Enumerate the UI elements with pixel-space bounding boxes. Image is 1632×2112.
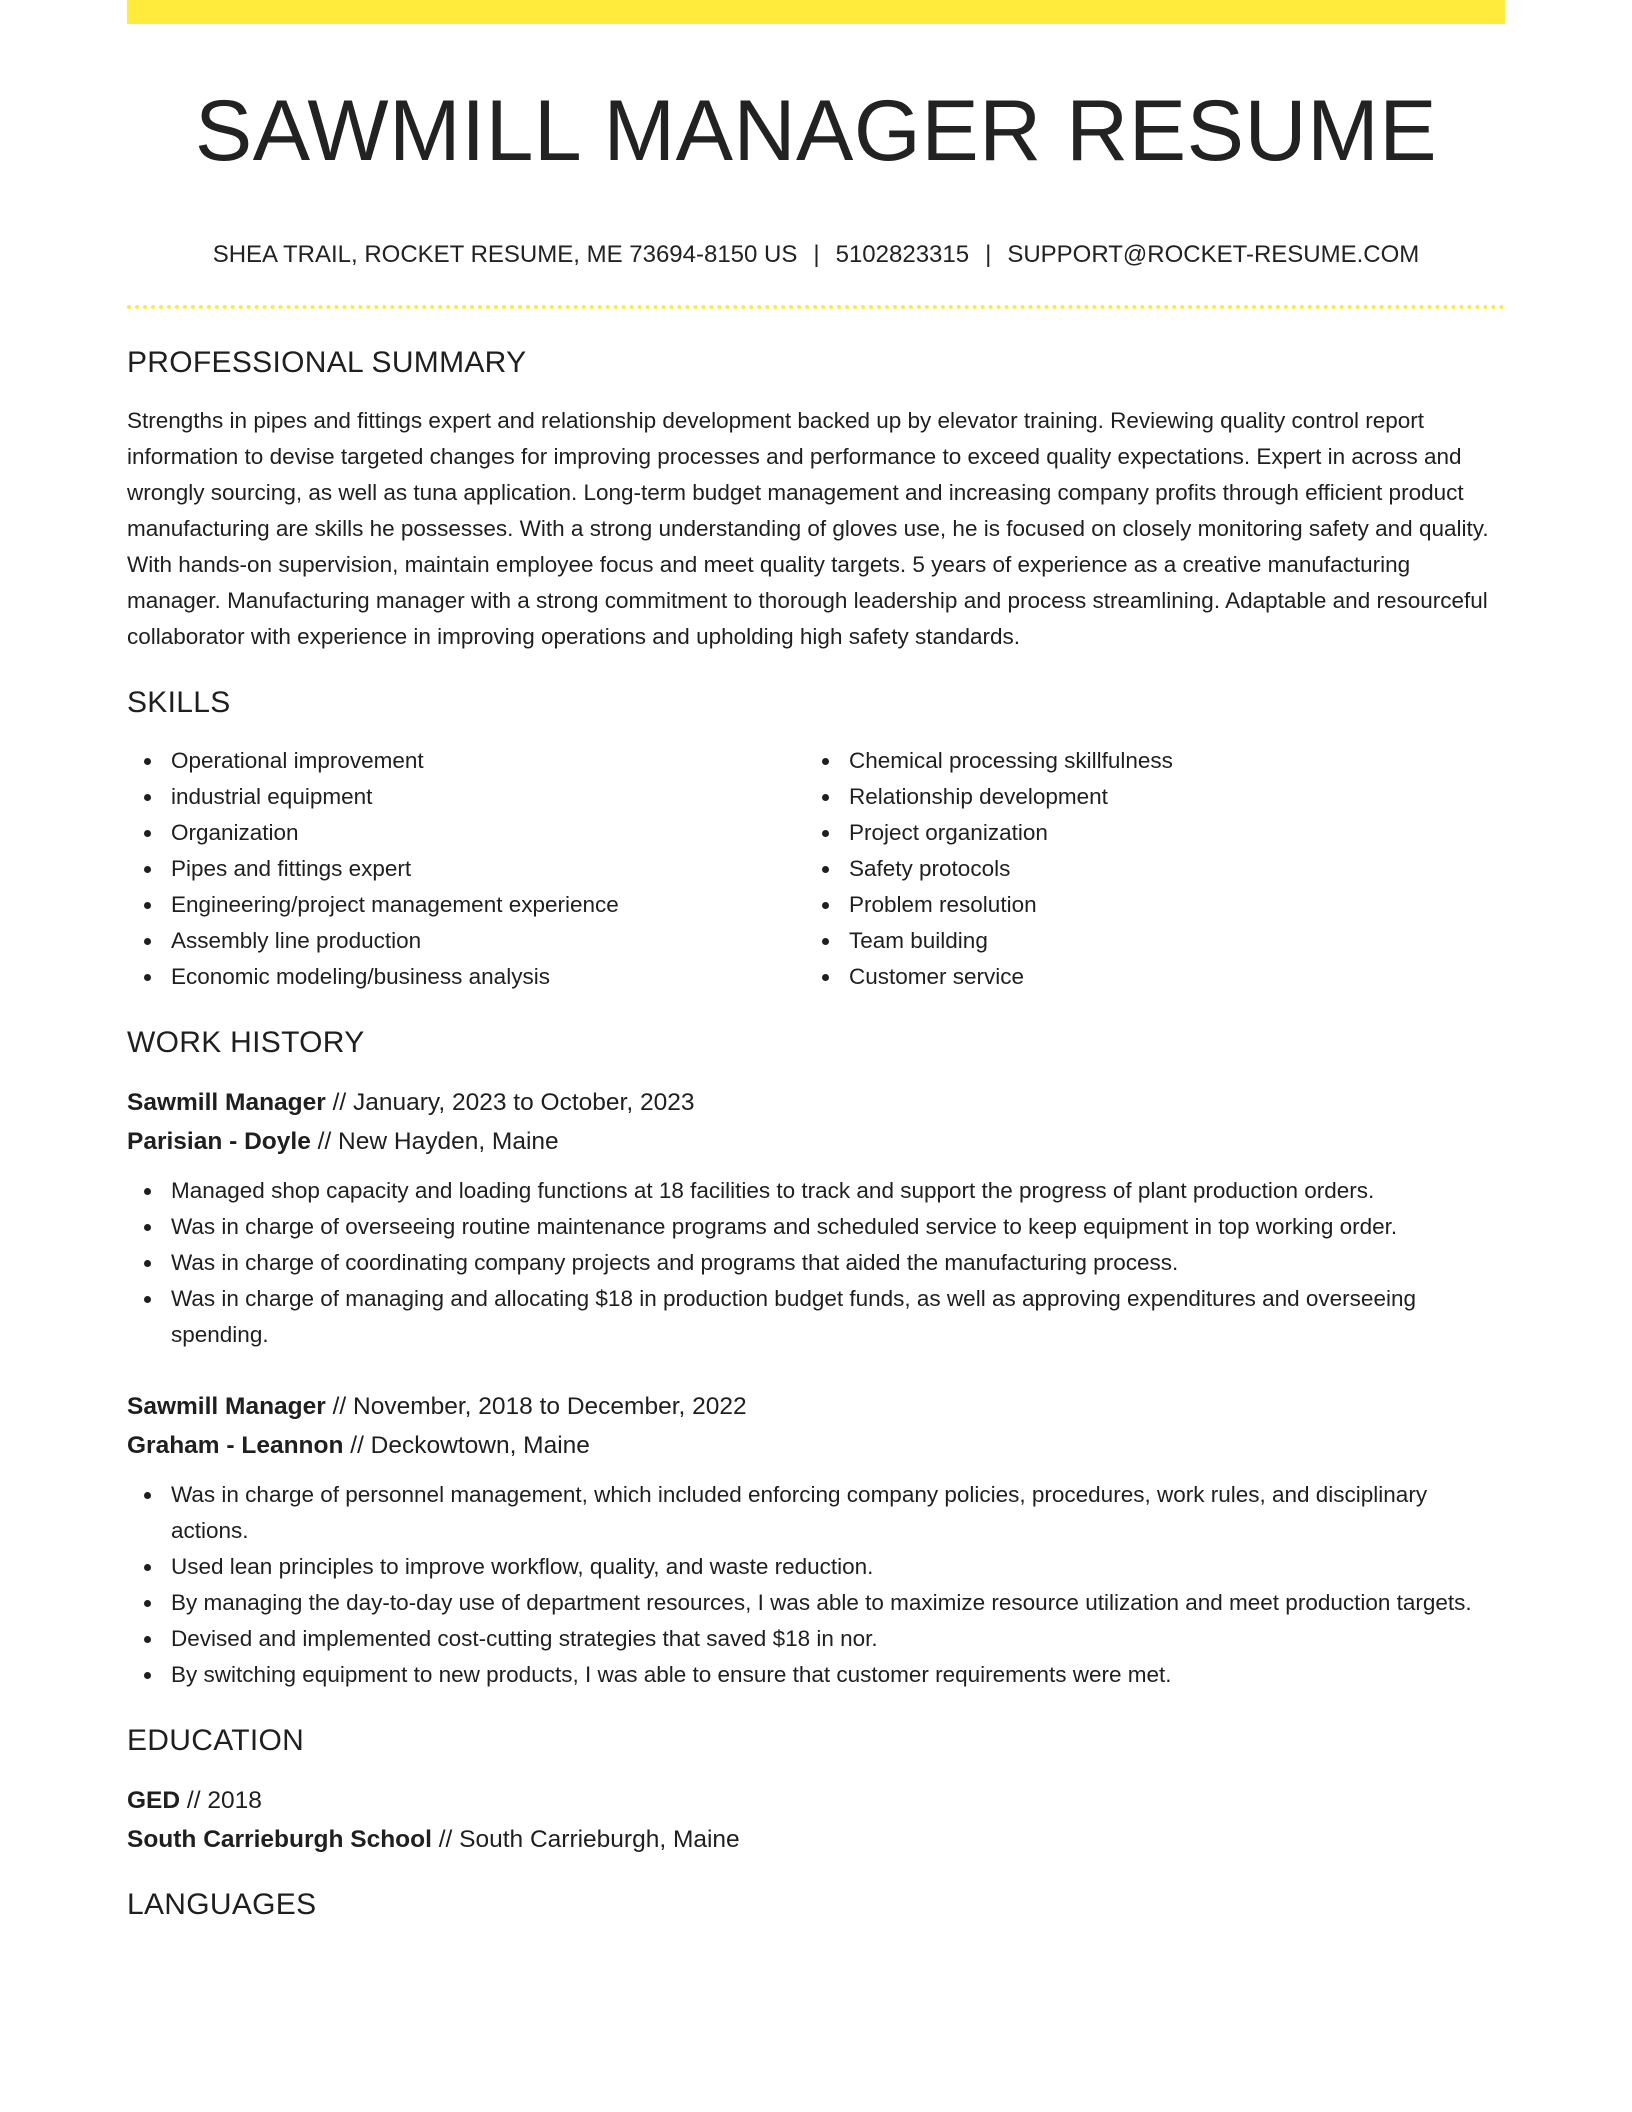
contact-phone[interactable]: 5102823315 [835,240,970,268]
job-duty: Devised and implemented cost-cutting strategies that saved $18 in nor. [127,1621,1505,1657]
skill-item: Pipes and fittings expert [127,851,805,887]
job-role-line [127,1387,1505,1426]
job-duty: Used lean principles to improve workflow, quality, and waste reduction. [127,1549,1505,1585]
education-school: South Carrieburgh School [127,1825,432,1853]
job-duty: Was in charge of overseeing routine maintenance programs and scheduled service to keep equipment in top working order. [127,1209,1505,1245]
job-duty: Was in charge of coordinating company projects and programs that aided the manufacturing process. [127,1245,1505,1281]
accent-bar [127,0,1505,24]
job-entry [127,1083,1505,1353]
education-school-line [127,1820,1505,1859]
job-role-line [127,1083,1505,1122]
section-title-education: EDUCATION [127,1723,305,1757]
job-company-line [127,1122,1505,1161]
skill-item: industrial equipment [127,779,805,815]
skill-item: Relationship development [805,779,1483,815]
skills-column-right [805,743,1483,995]
job-role: Sawmill Manager [127,1392,326,1420]
contact-separator: | [985,240,992,268]
job-entry [127,1387,1505,1693]
resume-title: SAWMILL MANAGER RESUME [194,83,1438,179]
job-location: // New Hayden, Maine [310,1127,559,1155]
job-duty: By switching equipment to new products, I was able to ensure that customer requirements were met. [127,1657,1505,1693]
section-title-skills: SKILLS [127,685,231,719]
job-duty: By managing the day-to-day use of department resources, I was able to maximize resource utilization and meet production targets. [127,1585,1505,1621]
education-location: // South Carrieburgh, Maine [431,1825,740,1853]
skill-item: Safety protocols [805,851,1483,887]
job-duty: Was in charge of personnel management, which included enforcing company policies, procedures, work rules, and disciplinary actions. [127,1477,1505,1549]
job-duties [127,1173,1505,1353]
education-entry [127,1781,1505,1859]
education-degree-line [127,1781,1505,1820]
skills-list [127,743,1505,995]
skill-item: Organization [127,815,805,851]
contact-line [127,239,1505,271]
skill-item: Engineering/project management experience [127,887,805,923]
contact-separator: | [813,240,820,268]
skill-item: Team building [805,923,1483,959]
skill-item: Customer service [805,959,1483,995]
section-title-languages: LANGUAGES [127,1887,317,1921]
skill-item: Operational improvement [127,743,805,779]
education-year: // 2018 [180,1786,262,1814]
job-location: // Deckowtown, Maine [343,1431,590,1459]
job-duty: Managed shop capacity and loading functions at 18 facilities to track and support the progress of plant production orders. [127,1173,1505,1209]
contact-email[interactable]: SUPPORT@ROCKET-RESUME.COM [1007,240,1420,268]
skill-item: Project organization [805,815,1483,851]
job-duty: Was in charge of managing and allocating $18 in production budget funds, as well as approving expenditures and overseeing spending. [127,1281,1505,1353]
job-role: Sawmill Manager [127,1088,326,1116]
education-degree: GED [127,1786,181,1814]
section-title-summary: PROFESSIONAL SUMMARY [127,345,527,379]
resume-page [127,0,1505,1923]
skill-item: Chemical processing skillfulness [805,743,1483,779]
summary-text: Strengths in pipes and fittings expert and relationship development backed up by elevator training. Reviewing quality control report information to devise targeted changes for improving processes and performance to exceed quality expectations. Expert in across and wrongly sourcing, as well as tuna application. Long-term budget management and increasing company profits through efficient product manufacturing are skills he possesses. With a strong understanding of gloves use, he is focused on closely monitoring safety and quality. With hands-on supervision, maintain employee focus and meet quality targets. 5 years of experience as a creative manufacturing manager. Manufacturing manager with a strong commitment to thorough leadership and process streamlining. Adaptable and resourceful collaborator with experience in improving operations and upholding high safety standards. [127,407,1489,649]
skills-column-left [127,743,805,995]
job-company-line [127,1426,1505,1465]
job-dates: // January, 2023 to October, 2023 [325,1088,695,1116]
job-dates: // November, 2018 to December, 2022 [325,1392,747,1420]
job-duties [127,1477,1505,1693]
section-title-work-history: WORK HISTORY [127,1025,365,1059]
skill-item: Economic modeling/business analysis [127,959,805,995]
skill-item: Assembly line production [127,923,805,959]
contact-address: SHEA TRAIL, ROCKET RESUME, ME 73694-8150 US [212,240,798,268]
job-company: Graham - Leannon [127,1431,344,1459]
job-company: Parisian - Doyle [127,1127,311,1155]
skill-item: Problem resolution [805,887,1483,923]
dotted-divider [127,305,1505,309]
